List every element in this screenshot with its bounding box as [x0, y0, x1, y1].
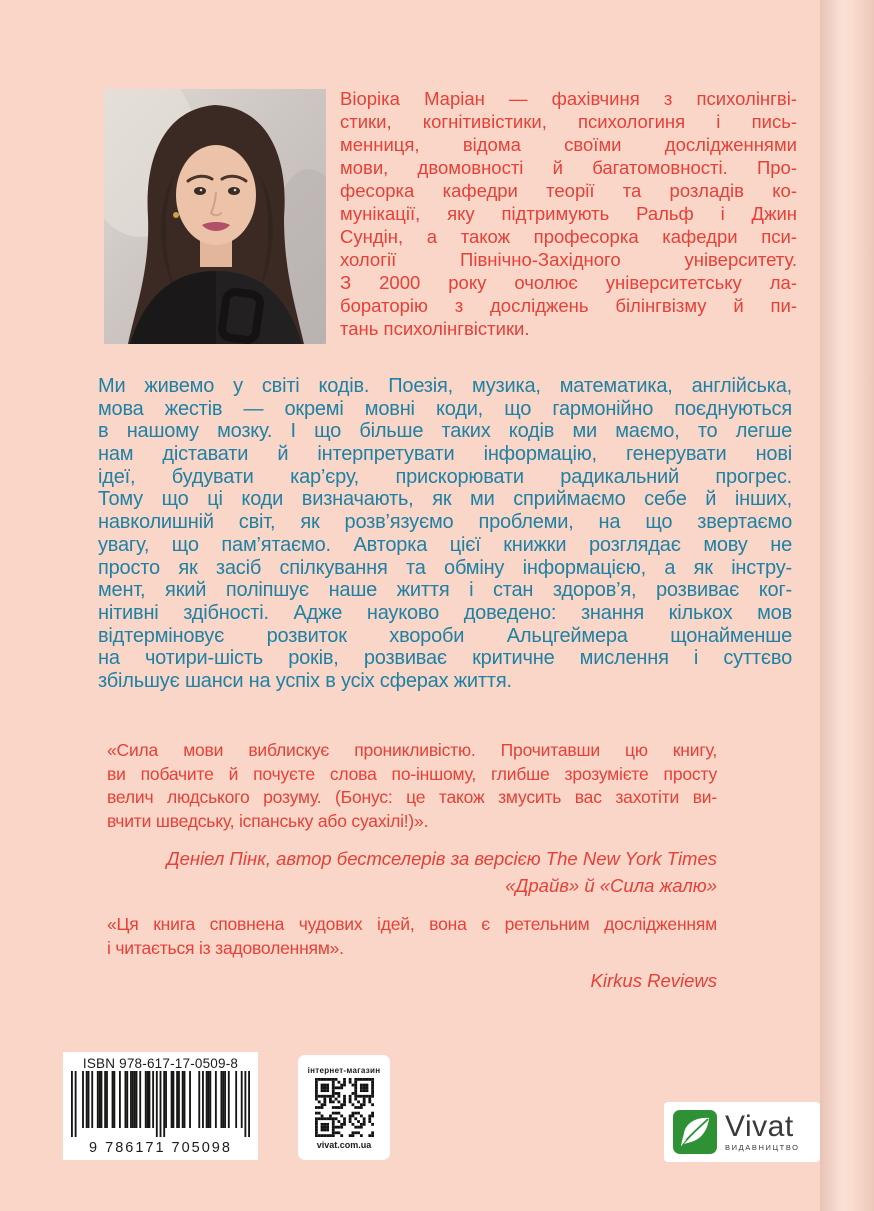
review-quote-pink [107, 739, 717, 833]
review-quote-pink-attribution [107, 845, 717, 899]
book-synopsis [98, 375, 792, 693]
text-line: в нашому мозку. І що більше таких кодів ми маємо, то легше [98, 420, 792, 443]
text-line: мунікації, яку підтримують Ральф і Джин [340, 203, 797, 224]
text-line: ви побачите й почуєте слова по-іншому, глибше зрозумієте просту [107, 763, 717, 784]
text-line: хології Північно-Західного університету. [340, 249, 797, 270]
isbn-label: ISBN 978-617-17-0509-8 [82, 1056, 239, 1071]
qr-code-block [298, 1055, 390, 1160]
review-quote-kirkus-attribution: Kirkus Reviews [590, 970, 717, 991]
text-line: тань психолінгвістики. [340, 318, 530, 339]
text-line: відтерміновує розвиток хвороби Альцгеймера щонайменше [98, 624, 792, 647]
ean13-barcode [71, 1071, 250, 1137]
text-line: мови, двомовності й багатомовності. Про- [340, 157, 797, 178]
text-line: стики, когнітивістики, психологиня і пись- [340, 111, 797, 132]
text-line: «Сила мови виблискує проникливістю. Прочитавши цю книгу, [107, 740, 717, 760]
text-line: вчити шведську, іспанську або суахілі!)». [107, 810, 429, 831]
qr-code [315, 1078, 374, 1137]
text-line: і читається із задоволенням». [107, 937, 344, 958]
text-line: навколишній світ, як розв’язуємо проблеми, на що звертаємо [98, 511, 792, 534]
text-line: увагу, що пам’ятаємо. Авторка цієї книжки розглядає мову не [98, 533, 792, 556]
text-line: Ми живемо у світі кодів. Поезія, музика, математика, англійська, [98, 375, 792, 397]
publisher-wordmark [725, 1112, 800, 1152]
cover-edge-curvature [820, 0, 874, 1211]
isbn-barcode-block [63, 1052, 258, 1160]
text-line: Віоріка Маріан — фахівчиня з психолінгві- [340, 88, 797, 109]
text-line: «Ця книга сповнена чудових ідей, вона є ретельним дослідженням [107, 914, 717, 934]
author-photo [104, 89, 326, 344]
text-line: Сундін, а також професорка кафедри пси- [340, 226, 797, 247]
text-line: збільшує шанси на успіх в усіх сферах життя. [98, 669, 512, 692]
publisher-name: Vivat [725, 1110, 794, 1144]
qr-title: інтернет-магазин [307, 1065, 381, 1075]
publisher-subtitle: ВИДАВНИЦТВО [725, 1143, 800, 1153]
text-line: мова жестів — окремі мовні коди, що гармонійно поєднуються [98, 397, 792, 420]
author-portrait-illustration [104, 89, 326, 344]
text-line: просто як засіб спілкування та обміну інформацією, а як інстру- [98, 556, 792, 579]
text-line: фесорка кафедри теорії та розладів ко- [340, 180, 797, 201]
text-line: нам діставати й інтерпретувати інформацію, генерувати нові [98, 443, 792, 466]
text-line: мент, який поліпшує наше життя і стан здоров’я, розвиває ког- [98, 579, 792, 602]
text-line: нітивні здібності. Адже науково доведено: знання кількох мов [98, 601, 792, 624]
author-bio [340, 87, 797, 340]
isbn-digits: 9 786171 705098 [89, 1140, 232, 1156]
publisher-logo-mark [673, 1110, 717, 1154]
attribution-line: «Драйв» й «Сила жалю» [505, 875, 717, 896]
text-line: на чотири-шість років, розвиває критичне мислення і суттєво [98, 647, 792, 670]
text-line: ідеї, будувати кар’єру, прискорювати радикальний прогрес. [98, 465, 792, 488]
text-line: велич людського розуму. (Бонус: це також змусить вас захотіти ви- [107, 787, 717, 807]
publisher-logo [664, 1102, 820, 1162]
feather-icon [678, 1115, 712, 1149]
review-quote-kirkus [107, 913, 717, 960]
text-line: Тому що ці коди визначають, як ми сприймаємо себе й інших, [98, 488, 792, 511]
attribution-line: Деніел Пінк, автор бестселерів за версією The New York Times [166, 848, 717, 869]
text-line: З 2000 року очолює університетську ла- [340, 272, 797, 293]
qr-url: vivat.com.ua [316, 1139, 372, 1150]
text-line: менниця, відома своїми дослідженнями [340, 134, 797, 155]
text-line: бораторію з досліджень білінгвізму й пи- [340, 295, 797, 316]
